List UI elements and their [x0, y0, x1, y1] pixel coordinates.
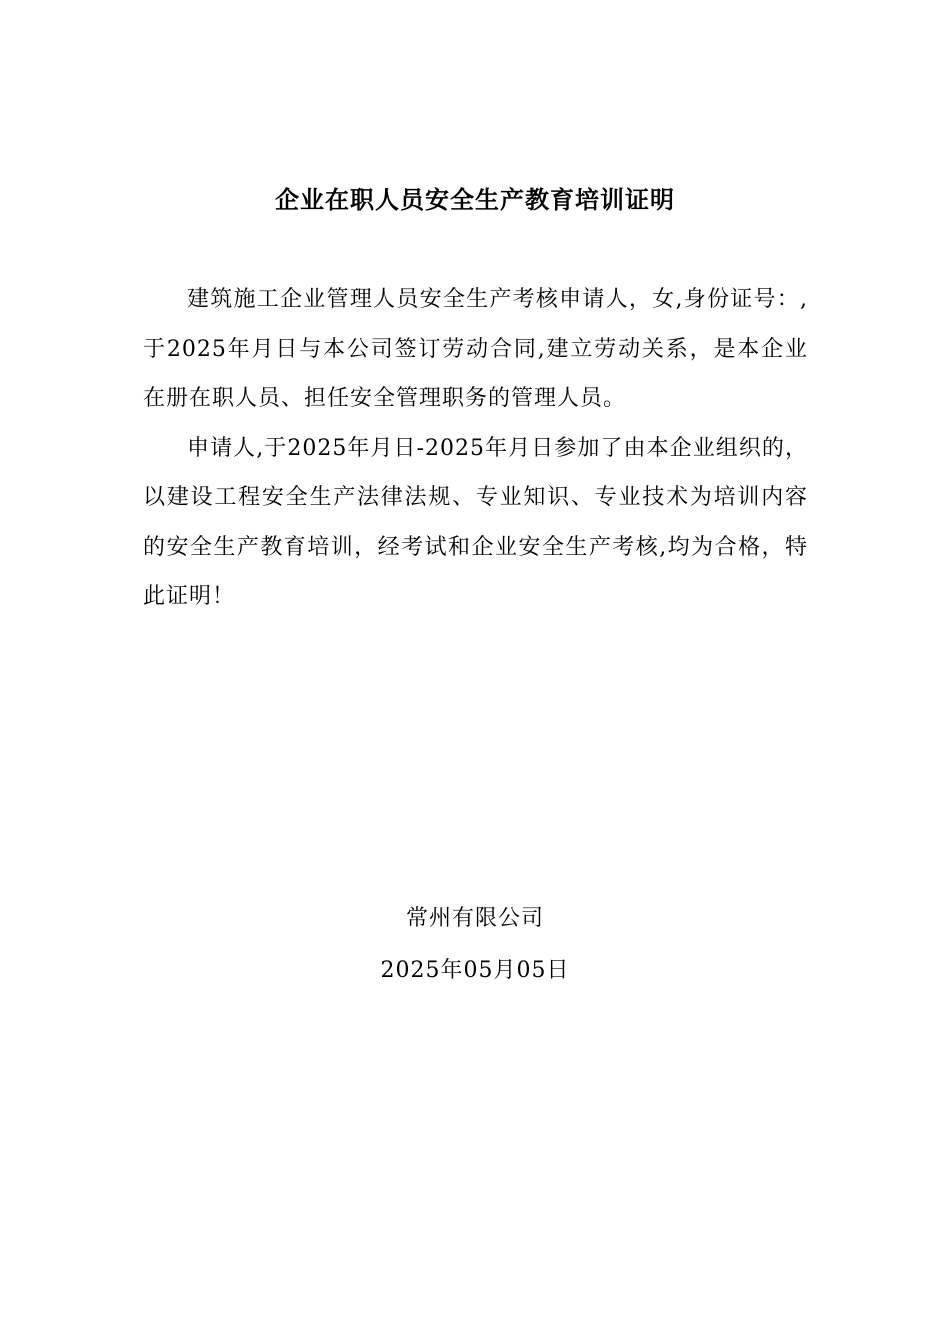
paragraph-training: 申请人,于2025年月日-2025年月日参加了由本企业组织的，以建设工程安全生产法律法规、专业知识、专业技术为培训内容的安全生产教育培训，经考试和企业安全生产考核,均为合格，特此证明！	[143, 435, 808, 609]
company-name: 常州有限公司	[405, 906, 544, 931]
document-title: 企业在职人员安全生产教育培训证明	[275, 185, 675, 214]
document-body	[143, 275, 808, 622]
issue-date: 2025年05月05日	[380, 958, 570, 983]
paragraph-employment: 建筑施工企业管理人员安全生产考核申请人，女,身份证号：,于2025年月日与本公司签订劳动合同,建立劳动关系，是本企业在册在职人员、担任安全管理职务的管理人员。	[143, 287, 808, 411]
